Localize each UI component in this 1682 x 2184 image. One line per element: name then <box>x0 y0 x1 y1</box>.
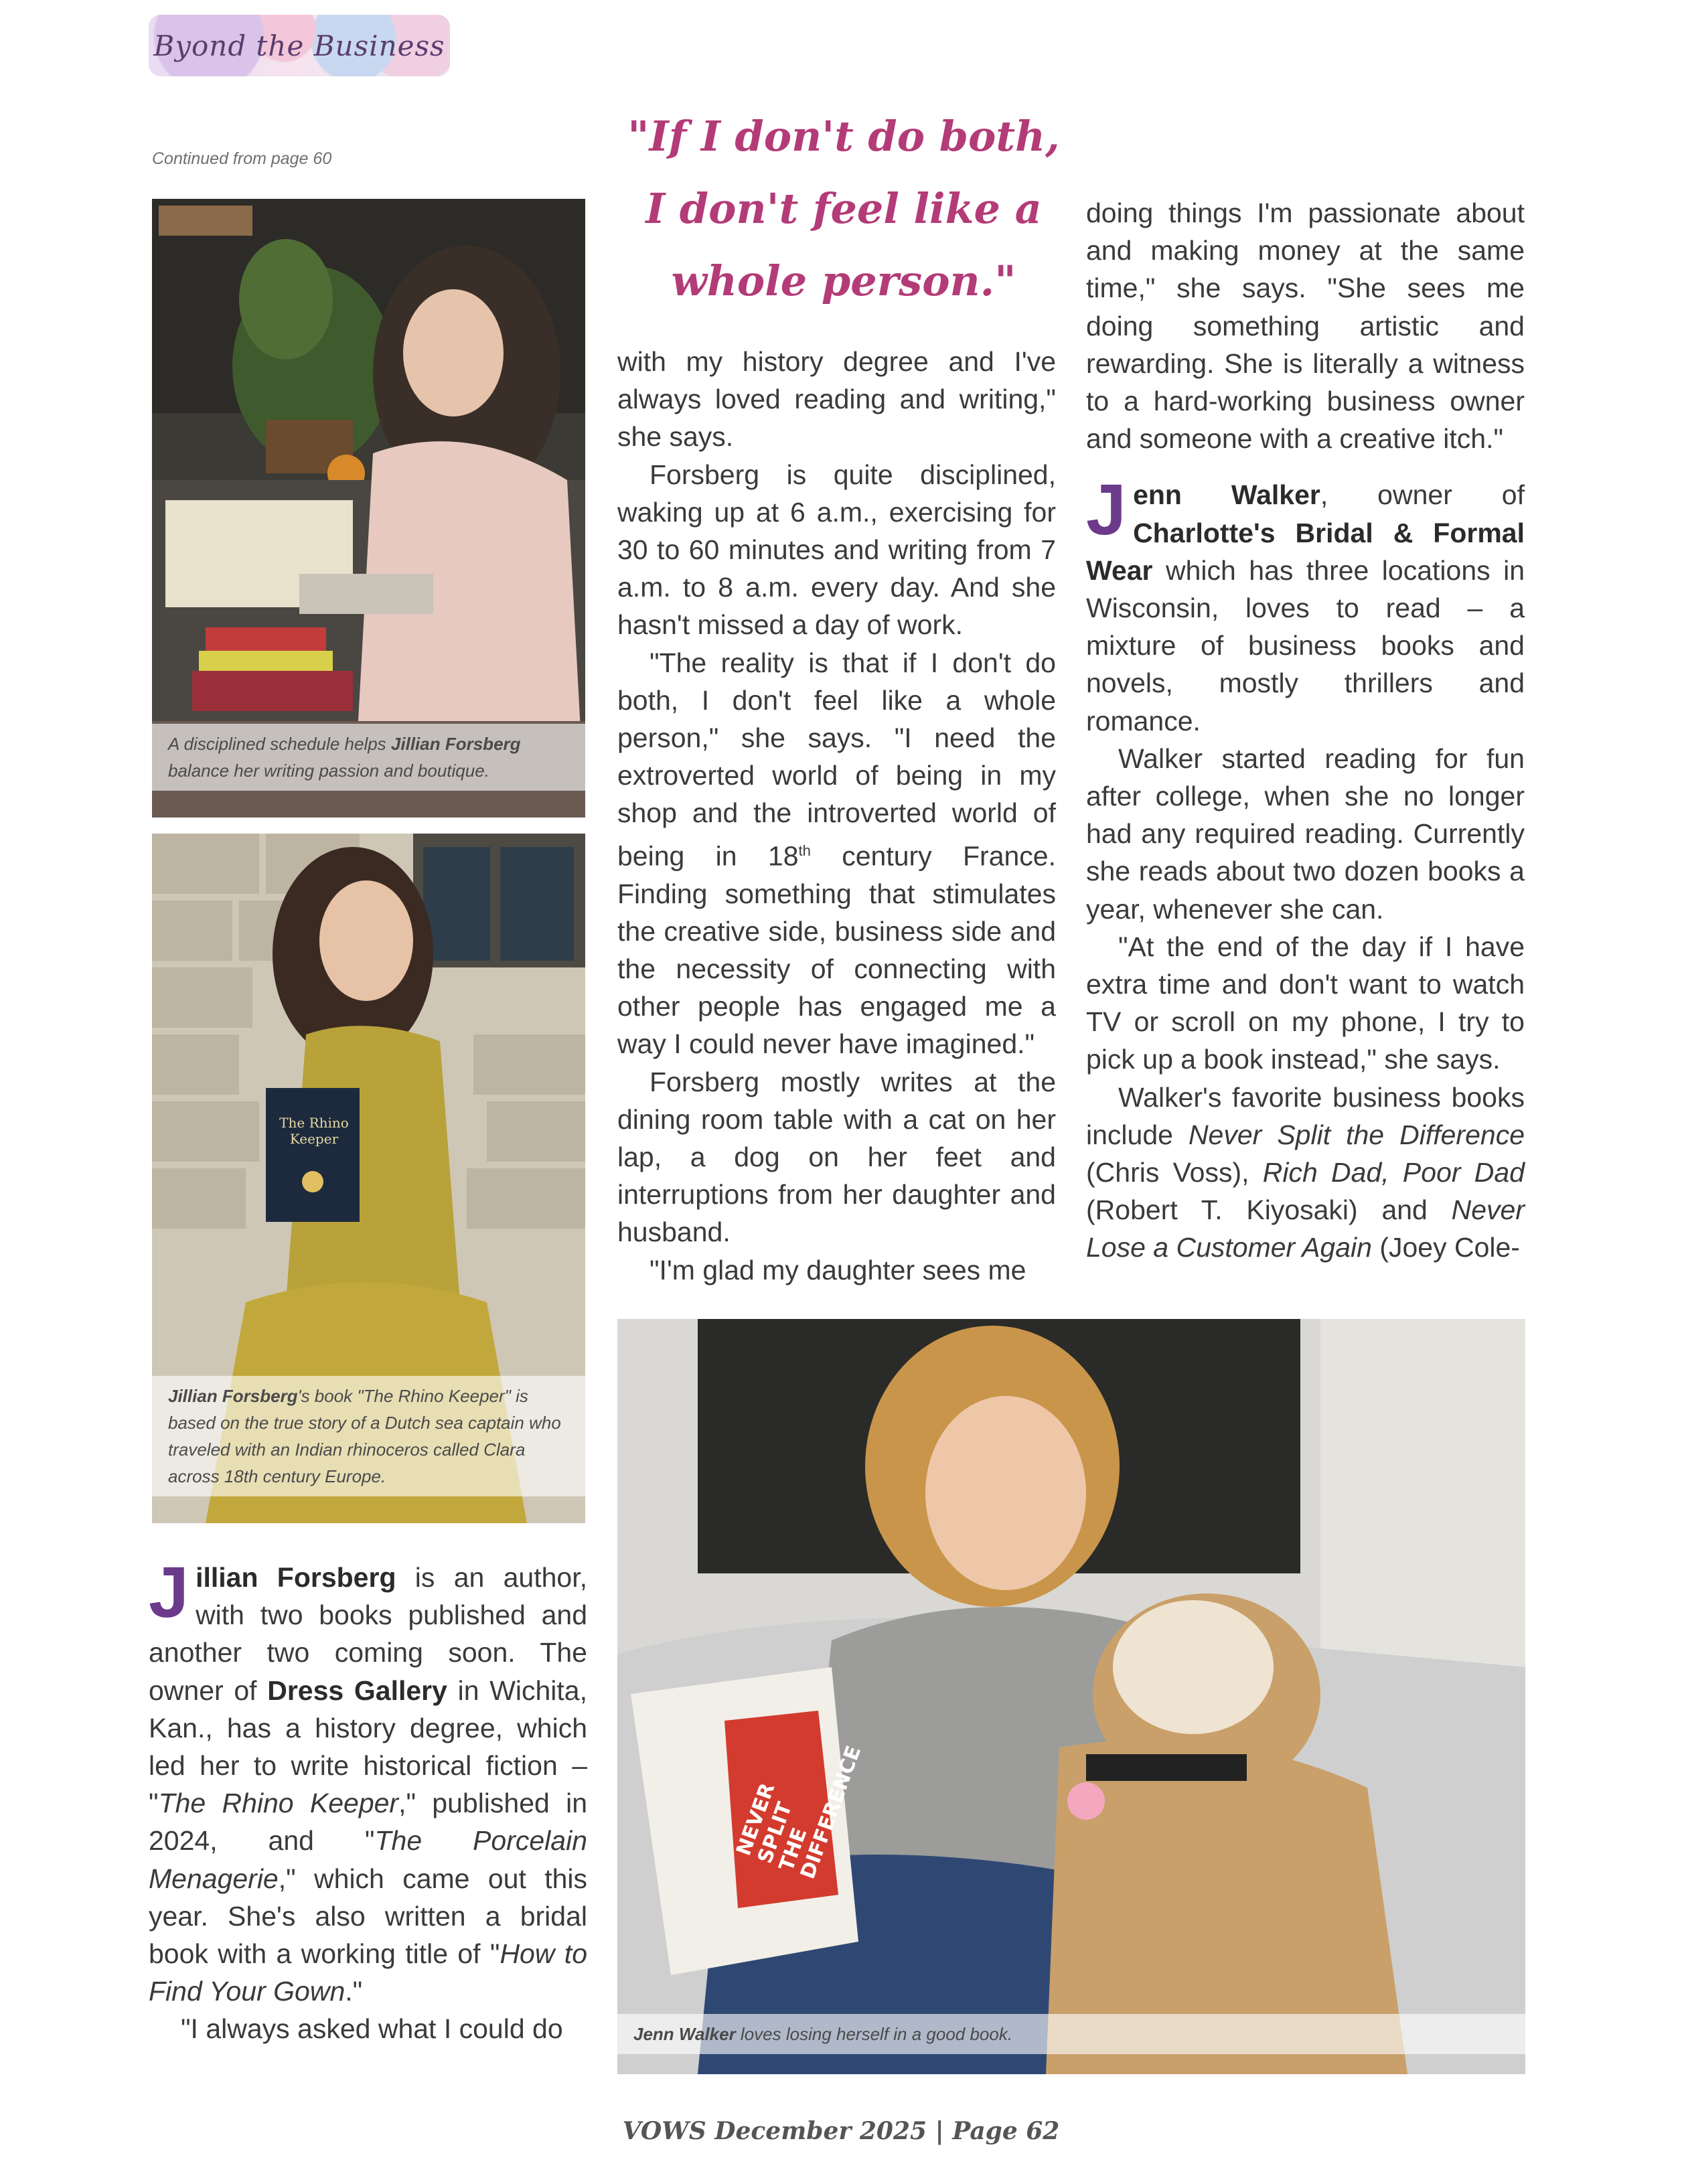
caption-name: Jenn Walker <box>633 2024 736 2044</box>
paragraph <box>149 1551 587 2010</box>
paragraph <box>1086 1079 1525 1267</box>
text-run: Walker's favorite business books include <box>1086 1081 1525 1150</box>
paragraph: Forsberg is quite disciplined, waking up at 6 a.m., exercising for 30 to 60 minutes and writing from 7 a.m. to 8 a.m. every day. And she hasn't missed a day of work. <box>617 459 1056 641</box>
text-run: which has three locations in Wisconsin, loves to read – a mixture of business books and novels, mostly thrillers and romance. <box>1086 554 1525 736</box>
photo-forsberg-writing <box>152 199 585 817</box>
text-run: in Wichita, Kan., has a history degree, which led her to write historical fiction – " <box>149 1674 587 1819</box>
paragraph <box>1086 469 1525 739</box>
text-run: (Chris Voss), <box>1086 1157 1263 1188</box>
article-column-1 <box>149 1551 587 2048</box>
page-footer: VOWS December 2025 | Page 62 <box>622 2117 1060 2145</box>
paragraph: Forsberg mostly writes at the dining room table with a cat on her lap, a dog on her feet and interruptions from her daughter and husband. <box>617 1066 1056 1248</box>
drop-cap: J <box>149 1551 189 1632</box>
photo-forsberg-book <box>152 834 585 1523</box>
text-run: "The reality is that if I don't do both, I don't feel like a whole person," she says. "I need the extroverted world of being in my shop and the introverted world of being in 18 <box>617 647 1056 872</box>
paragraph <box>617 644 1056 1063</box>
shop-name: Charlotte's Bridal & Formal Wear <box>1086 517 1525 586</box>
person-name: illian Forsberg <box>196 1562 396 1593</box>
paragraph: with my history degree and I've always loved reading and writing," she says. <box>617 346 1056 453</box>
walker-book-title: NEVER SPLIT THE DIFFERENCE <box>732 1742 866 1883</box>
paragraph: Walker started reading for fun after college, when she no longer had any required reading. Currently she reads about two dozen books a year, whenever she can. <box>1086 743 1525 925</box>
text-run: ," which came out this year. She's also written a bridal book with a working title of " <box>149 1863 587 1970</box>
caption-text: A disciplined schedule helps <box>168 734 391 754</box>
paragraph: doing things I'm passionate about and making money at the same time," she says. "She sees me doing something artistic and rewarding. She is literally a witness to a hard-working business owner and someone with a creative itch." <box>1086 198 1525 455</box>
caption-text: loves losing herself in a good book. <box>735 2024 1013 2044</box>
book-title: How to Find Your Gown <box>149 1938 587 2007</box>
book-title: Never Split the Difference <box>1188 1119 1525 1150</box>
text-run: (Robert T. Kiyosaki) and <box>1086 1194 1452 1226</box>
photo-walker-reading <box>617 1319 1525 2074</box>
drop-cap: J <box>1086 469 1127 550</box>
caption-forsberg-writing <box>152 724 585 791</box>
text-run: ," published in 2024, and " <box>149 1788 587 1857</box>
ordinal-suffix: th <box>798 842 811 859</box>
caption-text: balance her writing passion and boutique. <box>168 761 489 781</box>
caption-walker-reading <box>617 2014 1525 2054</box>
caption-text: 's book "The Rhino Keeper" is based on the true story of a Dutch sea captain who traveled with an Indian rhinoceros called Clara across 18th century Europe. <box>168 1386 561 1486</box>
photo-walker-reading-image <box>617 1319 1525 2074</box>
text-run: (Joey Cole- <box>1371 1232 1520 1263</box>
text-run: is an author, with two books published and another two coming soon. The owner of <box>149 1562 587 1706</box>
book-title: Never Lose a Customer Again <box>1086 1194 1525 1263</box>
caption-name: Jillian Forsberg <box>390 734 521 754</box>
book-cover-title: The Rhino Keeper <box>279 1115 349 1147</box>
caption-forsberg-book <box>152 1376 585 1496</box>
book-title: The Rhino Keeper <box>158 1788 399 1819</box>
book-title: Rich Dad, Poor Dad <box>1262 1157 1525 1188</box>
section-tag <box>149 15 450 76</box>
paragraph: "At the end of the day if I have extra time and don't want to watch TV or scroll on my phone, I try to pick up a book instead," she says. <box>1086 931 1525 1075</box>
continued-note: Continued from page 60 <box>152 149 332 168</box>
section-tag-text: Byond the Business <box>153 29 445 62</box>
text-run: ." <box>345 1976 363 2007</box>
article-column-3 <box>1086 194 1525 1267</box>
book-title: The Porcelain Menagerie <box>149 1825 587 1894</box>
text-run: , owner of <box>1320 479 1525 511</box>
pull-quote: "If I don't do both, I don't feel like a whole person." <box>627 112 1060 305</box>
shop-name: Dress Gallery <box>267 1674 447 1706</box>
paragraph: "I always asked what I could do <box>181 2013 563 2045</box>
person-name: enn Walker <box>1133 479 1320 511</box>
caption-name: Jillian Forsberg <box>168 1386 298 1406</box>
text-run: century France. Finding something that stimulates the creative side, business side and the necessity of connecting with other people has engaged me a way I could never have imagined." <box>617 840 1056 1060</box>
paragraph: "I'm glad my daughter sees me <box>649 1254 1026 1285</box>
article-column-2 <box>617 343 1056 1289</box>
